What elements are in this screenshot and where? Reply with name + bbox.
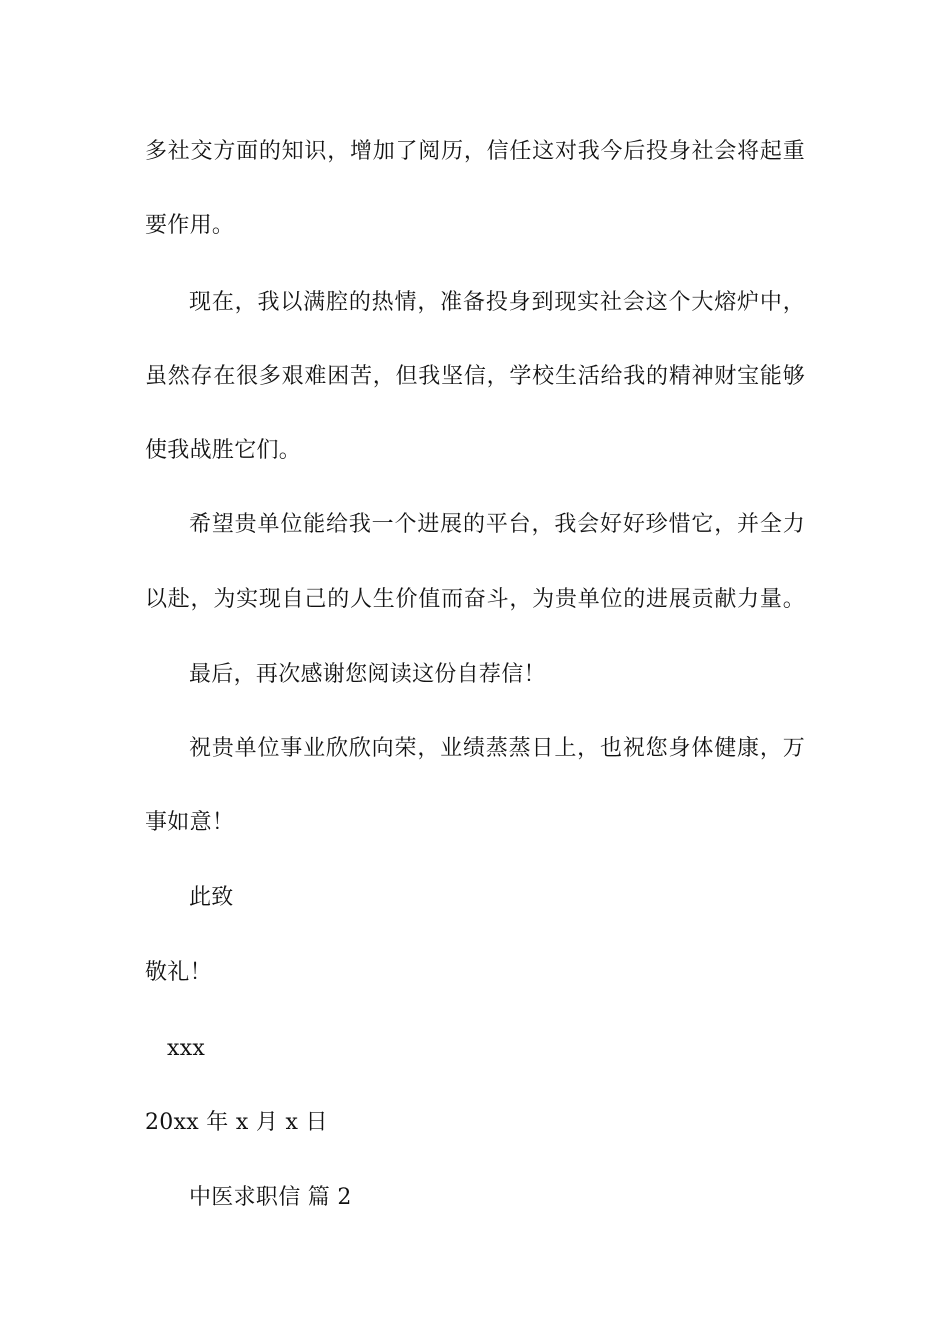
paragraph-line: 要作用。 (145, 213, 235, 238)
signature-name: xxx (167, 1036, 206, 1061)
signature-date: 20xx 年 x 月 x 日 (145, 1110, 328, 1135)
paragraph-line: 希望贵单位能给我一个进展的平台，我会好好珍惜它，并全力 (189, 512, 805, 537)
paragraph-line: 虽然存在很多艰难困苦，但我坚信，学校生活给我的精神财宝能够 (145, 364, 805, 389)
paragraph-line: 祝贵单位事业欣欣向荣，业绩蒸蒸日上，也祝您身体健康，万 (189, 736, 805, 761)
closing-regards: 敬礼！ (145, 960, 212, 985)
paragraph-line: 事如意！ (145, 810, 235, 835)
paragraph-line: 最后，再次感谢您阅读这份自荐信！ (189, 662, 546, 687)
closing-salutation: 此致 (189, 885, 234, 910)
section-heading: 中医求职信 篇 2 (189, 1185, 352, 1210)
paragraph-line: 多社交方面的知识，增加了阅历，信任这对我今后投身社会将起重 (145, 139, 805, 164)
paragraph-line: 以赴，为实现自己的人生价值而奋斗，为贵单位的进展贡献力量。 (145, 587, 805, 612)
paragraph-line: 使我战胜它们。 (145, 438, 302, 463)
paragraph-line: 现在，我以满腔的热情，准备投身到现实社会这个大熔炉中， (189, 290, 805, 315)
